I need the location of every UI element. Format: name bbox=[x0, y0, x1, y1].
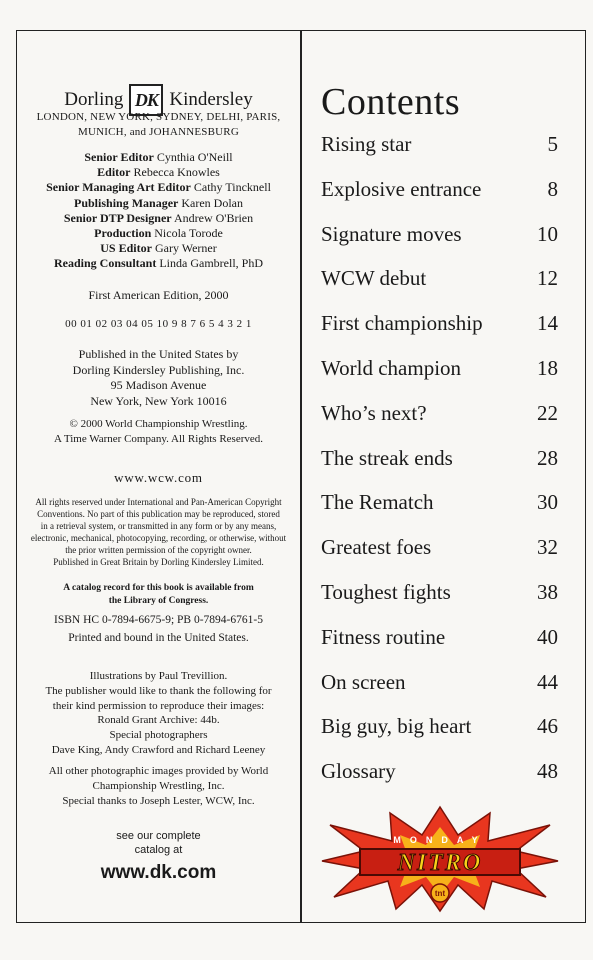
toc-entry[interactable] bbox=[321, 446, 558, 491]
toc-title: First championship bbox=[321, 311, 483, 336]
toc-page-number: 8 bbox=[547, 176, 558, 201]
toc-page-number: 32 bbox=[537, 535, 558, 560]
toc-page-number: 28 bbox=[537, 445, 558, 470]
credit-line: Senior Managing Art Editor Cathy Tincknell bbox=[46, 180, 271, 195]
toc-entry[interactable] bbox=[321, 670, 558, 715]
photo-credits: All other photographic images provided by World Championship Wrestling, Inc. Special thanks to Joseph Lester, WCW, Inc. bbox=[48, 765, 269, 807]
toc-title: Greatest foes bbox=[321, 535, 432, 560]
credit-line: Senior Editor Cynthia O'Neill bbox=[84, 150, 233, 164]
toc-title: Glossary bbox=[321, 759, 396, 784]
publisher-cities: LONDON, NEW YORK, SYDNEY, DELHI, PARIS, MUNICH, and JOHANNESBURG bbox=[36, 111, 281, 138]
toc-page-number: 5 bbox=[547, 132, 558, 156]
toc-page-number: 30 bbox=[537, 490, 558, 515]
toc-page-number: 38 bbox=[537, 579, 558, 604]
publisher-name-right: Kindersley bbox=[169, 89, 253, 110]
toc-entry[interactable] bbox=[321, 222, 558, 267]
catalog-record-note: A catalog record for this book is available from the Library of Congress. bbox=[63, 583, 254, 606]
toc-title: Explosive entrance bbox=[321, 176, 482, 201]
toc-title: Who’s next? bbox=[321, 400, 427, 425]
toc-entry[interactable] bbox=[321, 356, 558, 401]
toc-page-number: 40 bbox=[537, 624, 558, 649]
toc-title: On screen bbox=[321, 669, 406, 694]
toc-title: The Rematch bbox=[321, 490, 434, 515]
toc-page-number: 12 bbox=[537, 266, 558, 291]
dk-website-link[interactable]: www.dk.com bbox=[100, 862, 217, 883]
illustration-credits: Illustrations by Paul Trevillion. The publisher would like to thank the following for their kind permission to reproduce their images: Ronald Grant Archive: 44b. Special photographers Dave King, Andy Crawford and Richard Leeney bbox=[45, 670, 272, 756]
column-divider bbox=[300, 30, 302, 923]
toc-page-number: 48 bbox=[537, 759, 558, 784]
credit-line: Reading Consultant Linda Gambrell, PhD bbox=[53, 256, 263, 271]
dk-logo-icon: DK bbox=[129, 84, 163, 116]
edition-line: First American Edition, 2000 bbox=[88, 288, 229, 302]
toc-entry[interactable] bbox=[321, 401, 558, 446]
toc-entry[interactable] bbox=[321, 759, 558, 804]
toc-title: WCW debut bbox=[321, 266, 427, 291]
rights-notice: All rights reserved under International and Pan-American Copyright Conventions. No part of this publication may be reproduced, stored in a retrieval system, or transmitted in any form or by any means, electronic, mechanical, photocopying, recording, or otherwise, without the prior written permission of the copyright owner. Published in Great Britain by Dorling Kindersley Limited. bbox=[30, 497, 287, 567]
catalog-promo: see our complete catalog at bbox=[116, 830, 201, 856]
copyright-block: © 2000 World Championship Wrestling. A Time Warner Company. All Rights Reserved. bbox=[53, 418, 264, 445]
toc-page-number: 18 bbox=[537, 355, 558, 380]
toc-page-number: 14 bbox=[537, 311, 558, 336]
toc-page-number: 44 bbox=[537, 669, 558, 694]
toc-entry[interactable] bbox=[321, 490, 558, 535]
credit-line: US Editor Gary Werner bbox=[100, 241, 217, 256]
toc-title: Rising star bbox=[321, 132, 412, 156]
toc-entry[interactable] bbox=[321, 177, 558, 222]
toc-entry[interactable] bbox=[321, 580, 558, 625]
credit-line: Senior DTP Designer Andrew O'Brien bbox=[63, 210, 254, 225]
toc-entry[interactable] bbox=[321, 714, 558, 759]
logo-top-text: MONDAY bbox=[393, 835, 487, 845]
credit-line: Production Nicola Torode bbox=[94, 226, 223, 241]
toc-entry[interactable] bbox=[321, 625, 558, 670]
table-of-contents bbox=[321, 132, 558, 804]
toc-page-number: 10 bbox=[537, 221, 558, 246]
logo-badge-text: tnt bbox=[434, 889, 446, 898]
toc-entry[interactable] bbox=[321, 311, 558, 356]
toc-entry[interactable] bbox=[321, 132, 558, 177]
isbn-line: ISBN HC 0-7894-6675-9; PB 0-7894-6761-5 bbox=[54, 614, 263, 626]
toc-entry[interactable] bbox=[321, 266, 558, 311]
logo-main-text: NITRO bbox=[397, 850, 483, 876]
publisher-name-left: Dorling bbox=[64, 89, 124, 110]
published-by-block: Published in the United States by Dorling Kindersley Publishing, Inc. 95 Madison Avenue New York, New York 10016 bbox=[72, 347, 245, 408]
toc-page-number: 22 bbox=[537, 400, 558, 425]
credit-line: Editor Rebecca Knowles bbox=[97, 165, 220, 180]
print-line: 00 01 02 03 04 05 10 9 8 7 6 5 4 3 2 1 bbox=[65, 318, 252, 330]
toc-title: Fitness routine bbox=[321, 624, 446, 649]
toc-title: World champion bbox=[321, 355, 462, 380]
monday-nitro-logo bbox=[320, 805, 560, 913]
wcw-website-link[interactable]: www.wcw.com bbox=[114, 470, 203, 485]
credits-list bbox=[17, 150, 300, 272]
credit-line: Publishing Manager Karen Dolan bbox=[74, 195, 243, 210]
contents-heading: Contents bbox=[321, 81, 461, 123]
toc-title: Toughest fights bbox=[321, 579, 451, 604]
toc-page-number: 46 bbox=[537, 714, 558, 739]
printed-line: Printed and bound in the United States. bbox=[68, 632, 249, 644]
toc-title: Signature moves bbox=[321, 221, 462, 246]
toc-title: Big guy, big heart bbox=[321, 714, 472, 739]
toc-title: The streak ends bbox=[321, 445, 453, 470]
toc-entry[interactable] bbox=[321, 535, 558, 580]
